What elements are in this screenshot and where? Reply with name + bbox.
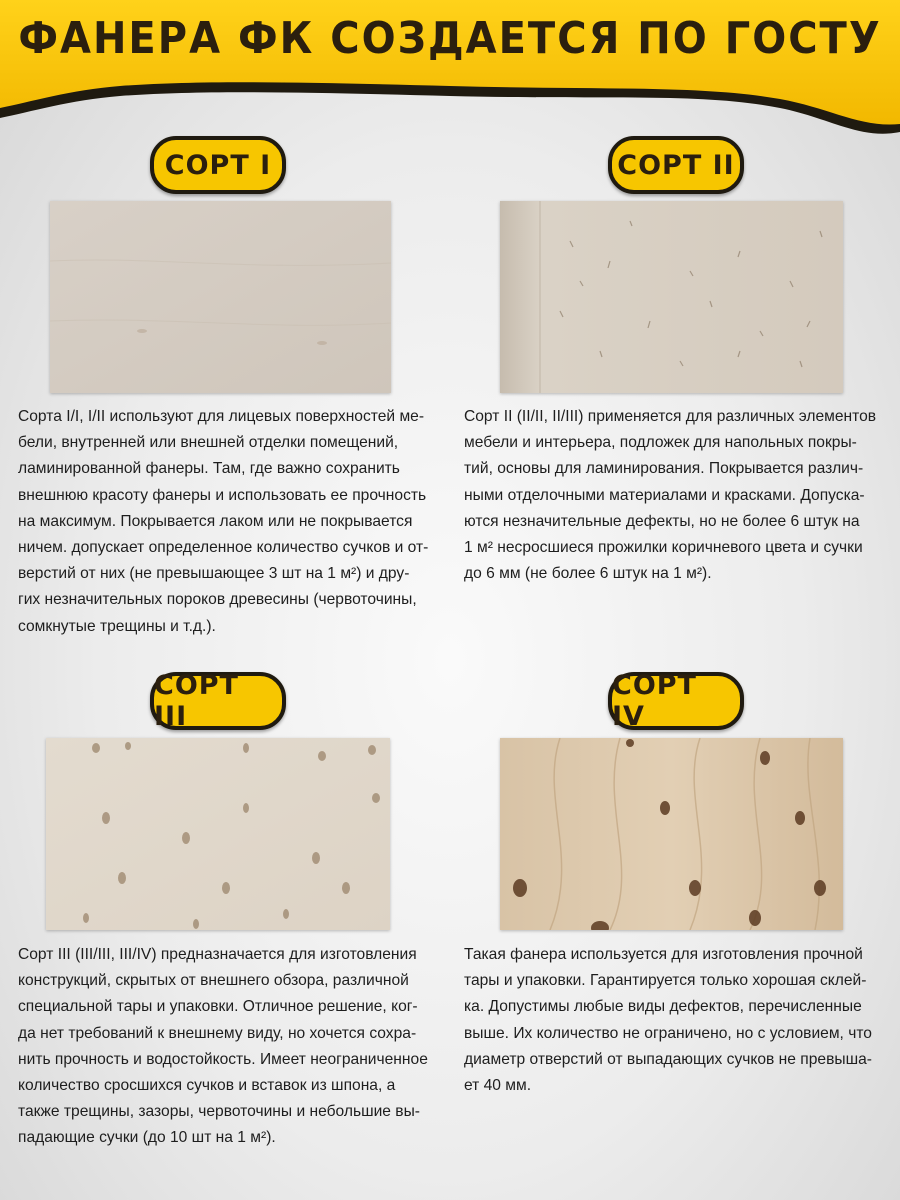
grade-3-description: Сорт III (III/III, III/IV) предназначается для изготовления конструкций, скрытых от внешнего обзора, различной специальной тары и упаковки. Отличное решение, ког- да нет требований к внешнему виду, но хочется сохра- нить прочность и водостойкость. Имеет неограниченное количество сросшихся сучков и вставок из шпона, а также трещины, зазоры, червоточины и небольшие вы- падающие сучки (до 10 шт на 1 м²). (18, 946, 428, 1147)
grade-4-badge: СОРТ IV (608, 672, 744, 730)
page-title: ФАНЕРА ФК СОЗДАЕТСЯ ПО ГОСТУ (18, 14, 882, 64)
header-banner (0, 0, 900, 150)
grade-4-description: Такая фанера используется для изготовления прочной тары и упаковки. Гарантируется только хорошая склей- ка. Допустимы любые виды дефектов, перечисленные выше. Их количество не ограничено, но с условием, что диаметр отверстий от выпадающих сучков не превыша- ет 40 мм. (464, 946, 872, 1095)
grade-3-badge: СОРТ III (150, 672, 286, 730)
grade-2-badge: СОРТ II (608, 136, 744, 194)
grade-1-badge: СОРТ I (150, 136, 286, 194)
grade-2-description: Сорт II (II/II, II/III) применяется для различных элементов мебели и интерьера, подложек для напольных покры- тий, основы для ламинирования. Покрывается различ- ными отделочными материалами и красками. Допуска- ются незначительные дефекты, но не более 6 штук на 1 м² несросшиеся прожилки коричневого цвета и сучки до 6 мм (не более 6 штук на 1 м²). (464, 408, 877, 583)
grade-3-photo (46, 738, 390, 930)
grade-1-photo (50, 201, 391, 393)
grade-4-photo (500, 738, 843, 930)
grade-1-description: Сорта I/I, I/II используют для лицевых поверхностей ме- бели, внутренней или внешней отделки помещений, ламинированной фанеры. Там, где важно сохранить внешнюю красоту фанеры и использовать ее прочность на максимум. Покрывается лаком или не покрывается ничем. допускает определенное количество сучков и от- верстий от них (не превышающее 3 шт на 1 м²) и дру- гих незначительных пороков древесины (червоточины, сомкнутые трещины и т.д.). (18, 408, 429, 635)
grade-2-photo (500, 201, 843, 393)
